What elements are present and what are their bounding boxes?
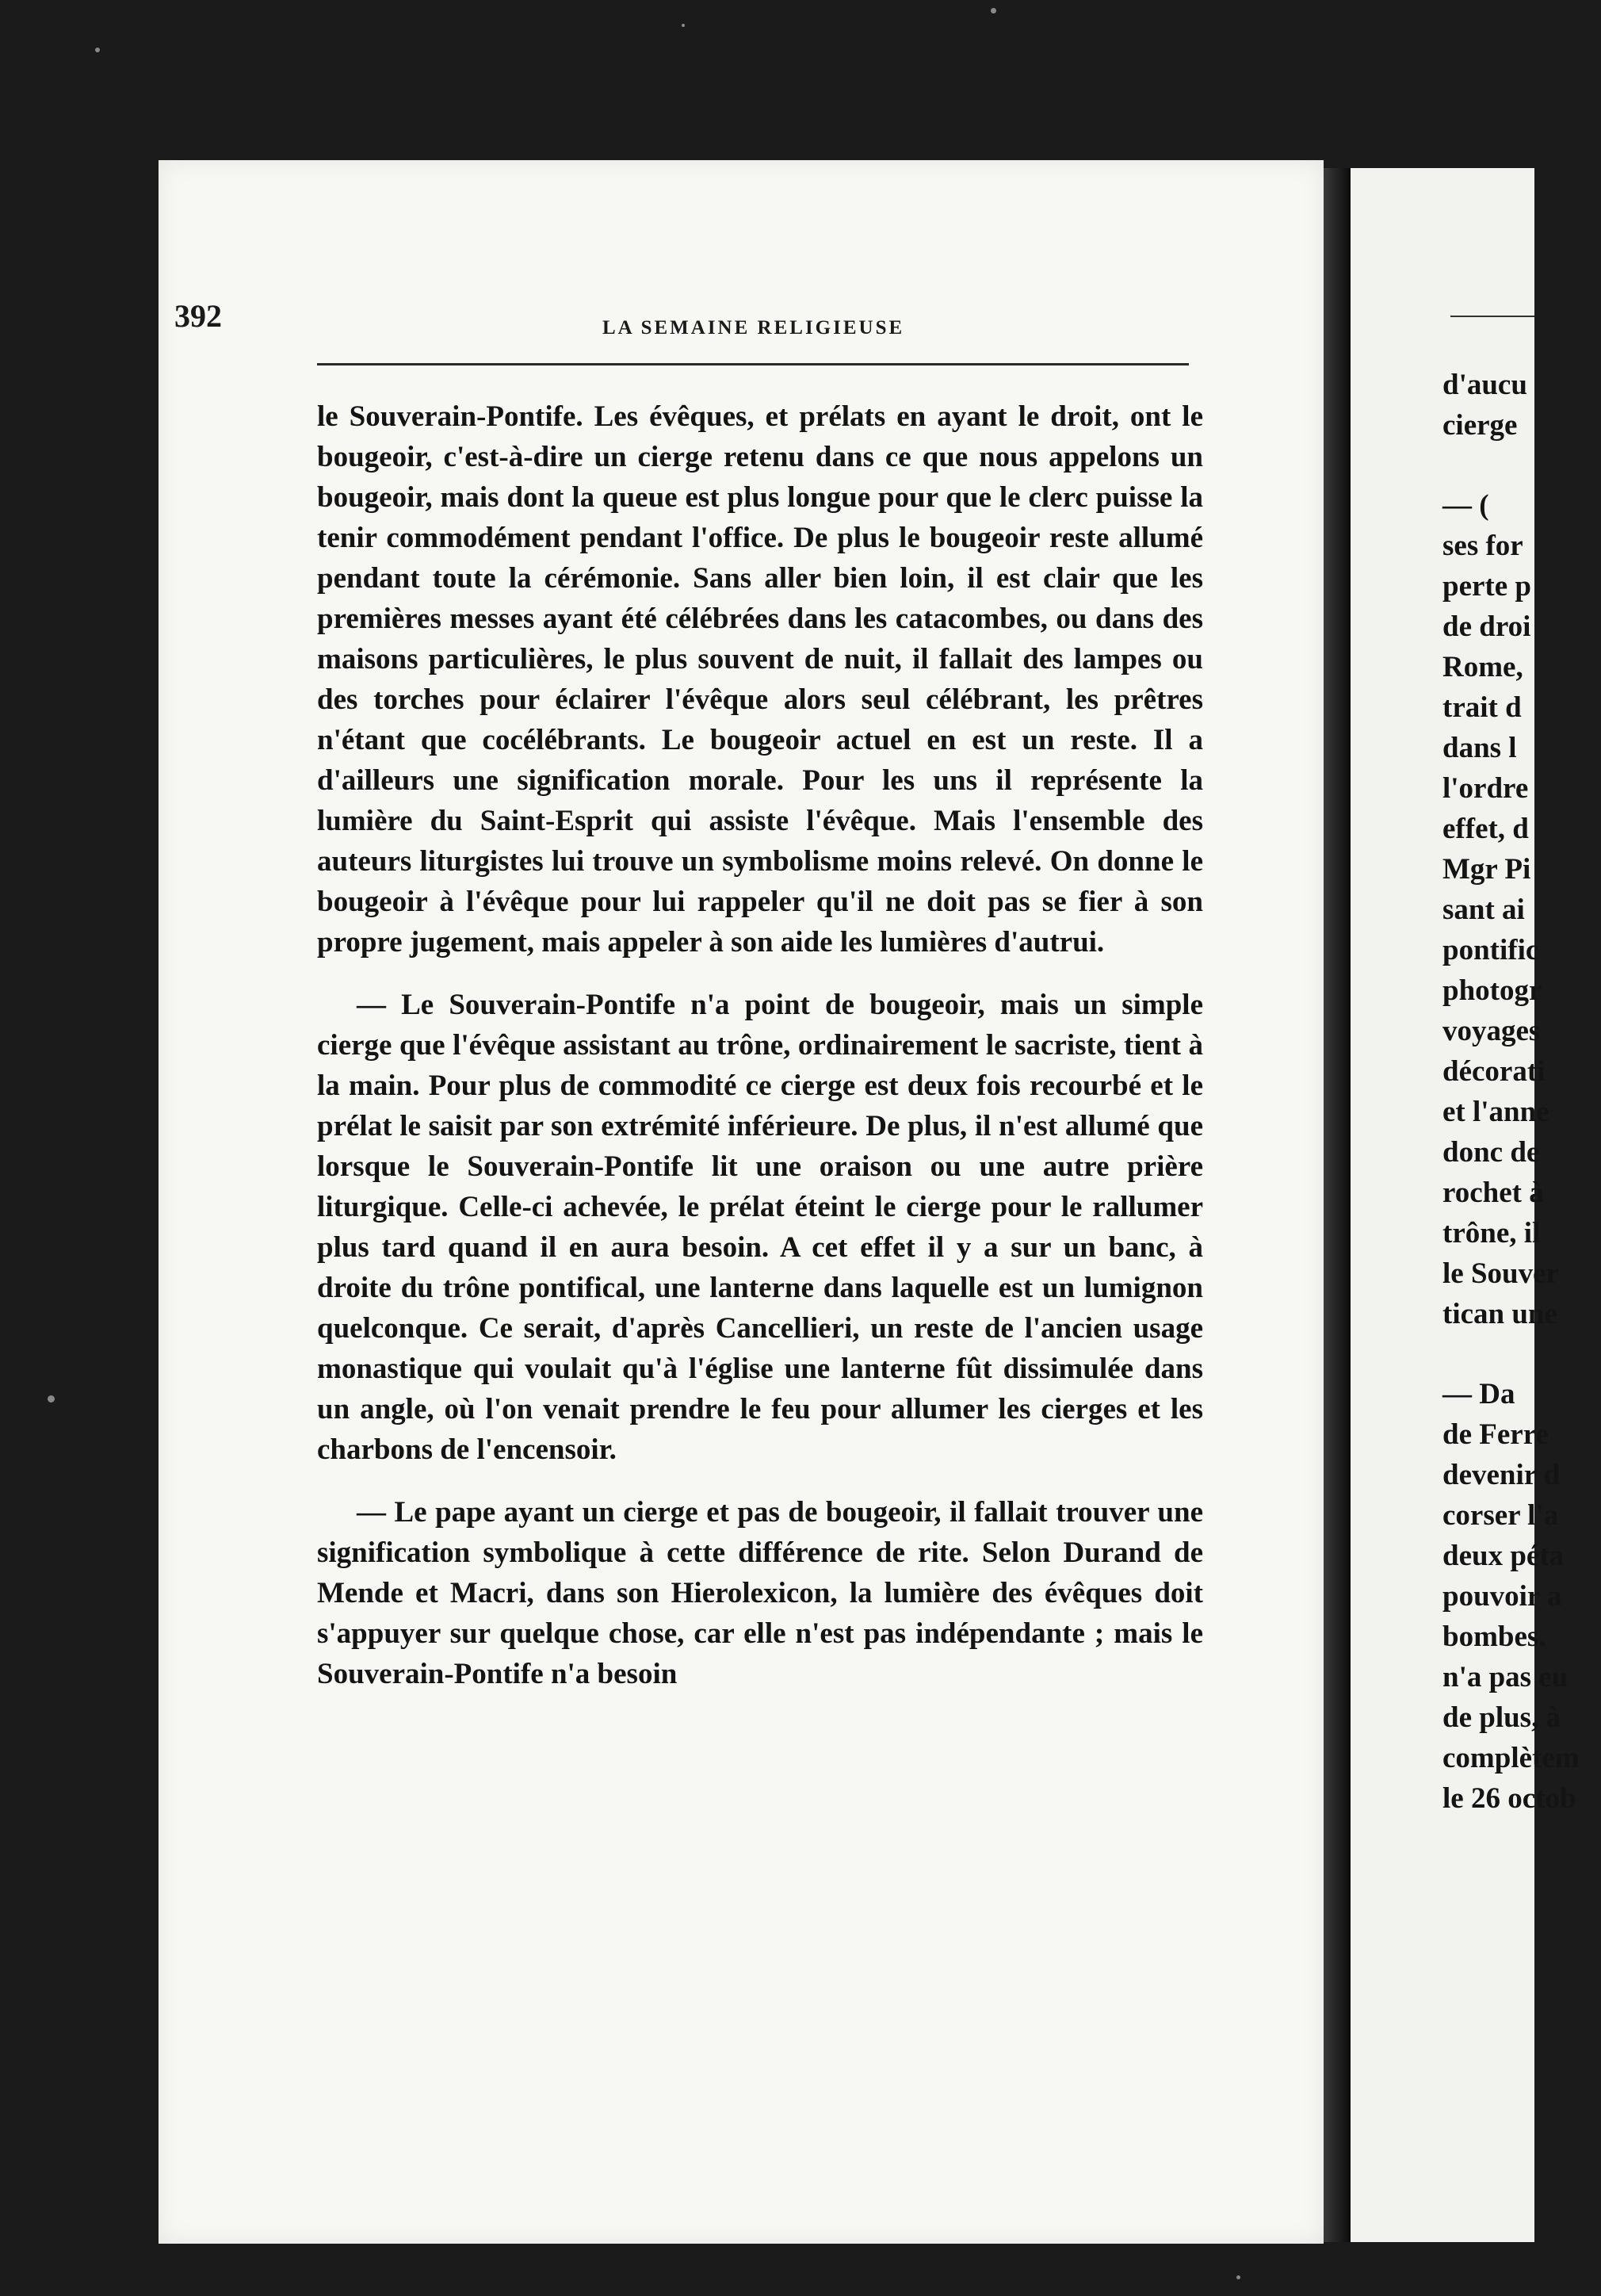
facing-page-line: le 26 octob	[1442, 1782, 1576, 1815]
facing-page-line: rochet à	[1442, 1177, 1544, 1209]
facing-page-line: donc de	[1442, 1136, 1540, 1169]
paragraph-3: — Le pape ayant un cierge et pas de bougeoir, il fallait trouver une signification symbolique à cette différence de rite. Selon Durand de Mende et Macri, dans son Hierolexicon, la lumière des évêques doit s'appuyer sur quelque chose, car elle n'est pas indépendante ; mais le Souverain-Pontife n'a besoin	[317, 1496, 1203, 1690]
facing-page-line: décorati	[1442, 1055, 1546, 1088]
facing-page-line: Mgr Pi	[1442, 853, 1531, 886]
header-rule	[317, 363, 1189, 365]
facing-page-line: trait d	[1442, 691, 1522, 724]
facing-page-line: devenir d	[1442, 1459, 1561, 1491]
facing-page-line: d'aucu	[1442, 369, 1527, 401]
facing-page-line	[1442, 1334, 1601, 1374]
paragraph-1: le Souverain-Pontife. Les évêques, et prélats en ayant le droit, ont le bougeoir, c'est-à-dire un cierge retenu dans ce que nous appelons un bougeoir, mais dont la queue est plus longue pour que le clerc puisse la tenir commodément pendant l'office. De plus le bougeoir reste allumé pendant toute la cérémonie. Sans aller bien loin, il est clair que les premières messes ayant été célébrées dans les catacombes, ou dans des maisons particulières, le plus souvent de nuit, il fallait des lampes ou des torches pour éclairer l'évêque alors seul célébrant, les prêtres n'étant que cocélébrants. Le bougeoir actuel en est un reste. Il a d'ailleurs une signification morale. Pour les uns il représente la lumière du Saint-Esprit qui assiste l'évêque. Mais l'ensemble des auteurs liturgistes lui trouve un symbolisme moins relevé. On donne le bougeoir à l'évêque pour lui rappeler qu'il ne doit pas se fier à son propre jugement, mais appeler à son aide les lumières d'autrui.	[317, 400, 1203, 959]
facing-page-line: de plus, à	[1442, 1701, 1561, 1734]
facing-page-line: tican une	[1442, 1298, 1557, 1330]
facing-page-line: de droi	[1442, 610, 1531, 643]
facing-page-line: et l'anne	[1442, 1096, 1549, 1128]
facing-page-line: effet, d	[1442, 813, 1529, 845]
facing-page-rule	[1450, 316, 1534, 317]
facing-page-line	[1442, 446, 1601, 485]
facing-page-line: Rome,	[1442, 651, 1523, 683]
facing-page-line: de Ferre	[1442, 1418, 1549, 1451]
page-number: 392	[174, 298, 222, 334]
facing-page-line: ses for	[1442, 530, 1523, 562]
facing-page-text	[1442, 365, 1601, 1819]
facing-page-line: corser l'a	[1442, 1499, 1559, 1532]
facing-page-line: le Souver	[1442, 1257, 1559, 1290]
running-title: LA SEMAINE RELIGIEUSE	[602, 317, 905, 339]
facing-page-line: dans l	[1442, 732, 1517, 764]
facing-page-line: perte p	[1442, 570, 1531, 603]
facing-page-line: deux péta	[1442, 1540, 1565, 1572]
facing-page-line: complètem	[1442, 1742, 1580, 1774]
facing-page-line: sant ai	[1442, 894, 1525, 926]
facing-page-line: l'ordre	[1442, 772, 1529, 805]
paragraph-2: — Le Souverain-Pontife n'a point de bougeoir, mais un simple cierge que l'évêque assistant au trône, ordinairement le sacriste, tient à la main. Pour plus de commodité ce cierge est deux fois recourbé et le prélat le saisit par son extrémité inférieure. De plus, il n'est allumé que lorsque le Souverain-Pontife lit une oraison ou une autre prière liturgique. Celle-ci achevée, le prélat éteint le cierge pour le rallumer plus tard quand il en aura besoin. A cet effet il y a sur un banc, à droite du trône pontifical, une lanterne dans laquelle est un lumignon quelconque. Ce serait, d'après Cancellieri, un reste de l'ancien usage monastique qui voulait qu'à l'église une lanterne fût dissimulée dans un angle, où l'on venait prendre le feu pour allumer les cierges et les charbons de l'encensoir.	[317, 989, 1203, 1466]
facing-page-line: n'a pas eu	[1442, 1661, 1569, 1693]
facing-page-line: bombes.	[1442, 1621, 1546, 1653]
body-text	[317, 396, 1203, 1716]
facing-page-line: — Da	[1442, 1378, 1515, 1410]
book-gutter	[1324, 168, 1351, 2242]
facing-page-line: pontific	[1442, 934, 1539, 966]
facing-page-line: pouvoir a	[1442, 1580, 1562, 1613]
facing-page-line: photogr	[1442, 974, 1542, 1007]
facing-page-line: trône, il	[1442, 1217, 1541, 1249]
facing-page-line: voyages	[1442, 1015, 1541, 1047]
facing-page-line: cierge	[1442, 409, 1518, 442]
facing-page-line: — (	[1442, 489, 1489, 522]
